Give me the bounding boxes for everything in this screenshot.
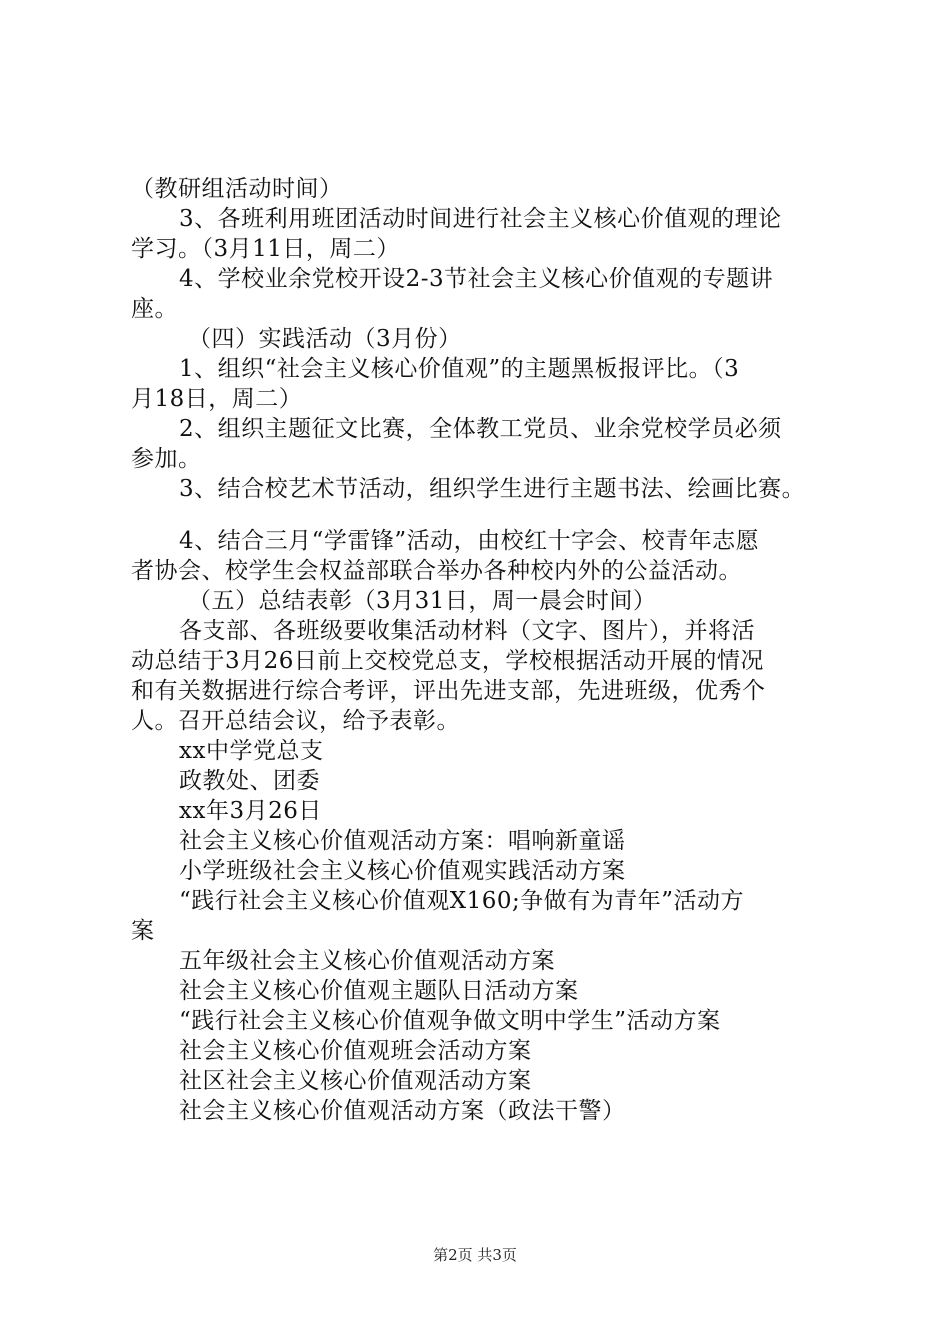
related-title: “践行社会主义核心价值观X160;争做有为青年”活动方: [179, 888, 745, 914]
text-line: 和有关数据进行综合考评，评出先进支部，先进班级，优秀个: [131, 678, 766, 704]
page-number: 第2页 共3页: [433, 1246, 517, 1264]
text-line: 参加。: [131, 446, 202, 472]
text-line: 各支部、各班级要收集活动材料（文字、图片），并将活: [179, 618, 755, 644]
text-line: 动总结于3月26日前上交校党总支，学校根据活动开展的情况: [131, 648, 764, 674]
text-line: 人。召开总结会议，给予表彰。: [131, 708, 460, 734]
signature-org: xx中学党总支: [179, 738, 324, 764]
text-line: 1、组织“社会主义核心价值观”的主题黑板报评比。（3: [179, 356, 740, 382]
signature-dept: 政教处、团委: [179, 768, 320, 794]
text-line: 座。: [131, 296, 178, 322]
related-title: 案: [131, 918, 155, 944]
related-title: 社会主义核心价值观主题队日活动方案: [179, 978, 579, 1004]
text-line: 4、学校业余党校开设2-3节社会主义核心价值观的专题讲: [179, 266, 774, 292]
related-title: 社会主义核心价值观活动方案（政法干警）: [179, 1098, 626, 1124]
text-line: 2、组织主题征文比赛，全体教工党员、业余党校学员必须: [179, 416, 782, 442]
text-line: 3、结合校艺术节活动，组织学生进行主题书法、绘画比赛。: [179, 476, 806, 502]
text-line: 3、各班利用班团活动时间进行社会主义核心价值观的理论: [179, 206, 782, 232]
text-line: 4、结合三月“学雷锋”活动，由校红十字会、校青年志愿: [179, 528, 760, 554]
text-line: （教研组活动时间）: [131, 176, 343, 202]
section-heading: （五）总结表彰（3月31日，周一晨会时间）: [188, 588, 657, 614]
related-title: 社区社会主义核心价值观活动方案: [179, 1068, 532, 1094]
text-line: 者协会、校学生会权益部联合举办各种校内外的公益活动。: [131, 558, 742, 584]
document-body: [131, 174, 836, 1126]
signature-date: xx年3月26日: [179, 798, 322, 824]
text-line: 学习。（3月11日，周二）: [131, 236, 400, 262]
related-title: “践行社会主义核心价值观争做文明中学生”活动方案: [179, 1008, 721, 1034]
related-title: 小学班级社会主义核心价值观实践活动方案: [179, 858, 626, 884]
related-title: 社会主义核心价值观班会活动方案: [179, 1038, 532, 1064]
related-title: 社会主义核心价值观活动方案：唱响新童谣: [179, 828, 626, 854]
related-title: 五年级社会主义核心价值观活动方案: [179, 948, 555, 974]
section-heading: （四）实践活动（3月份）: [188, 326, 462, 352]
text-line: 月18日，周二）: [131, 386, 303, 412]
